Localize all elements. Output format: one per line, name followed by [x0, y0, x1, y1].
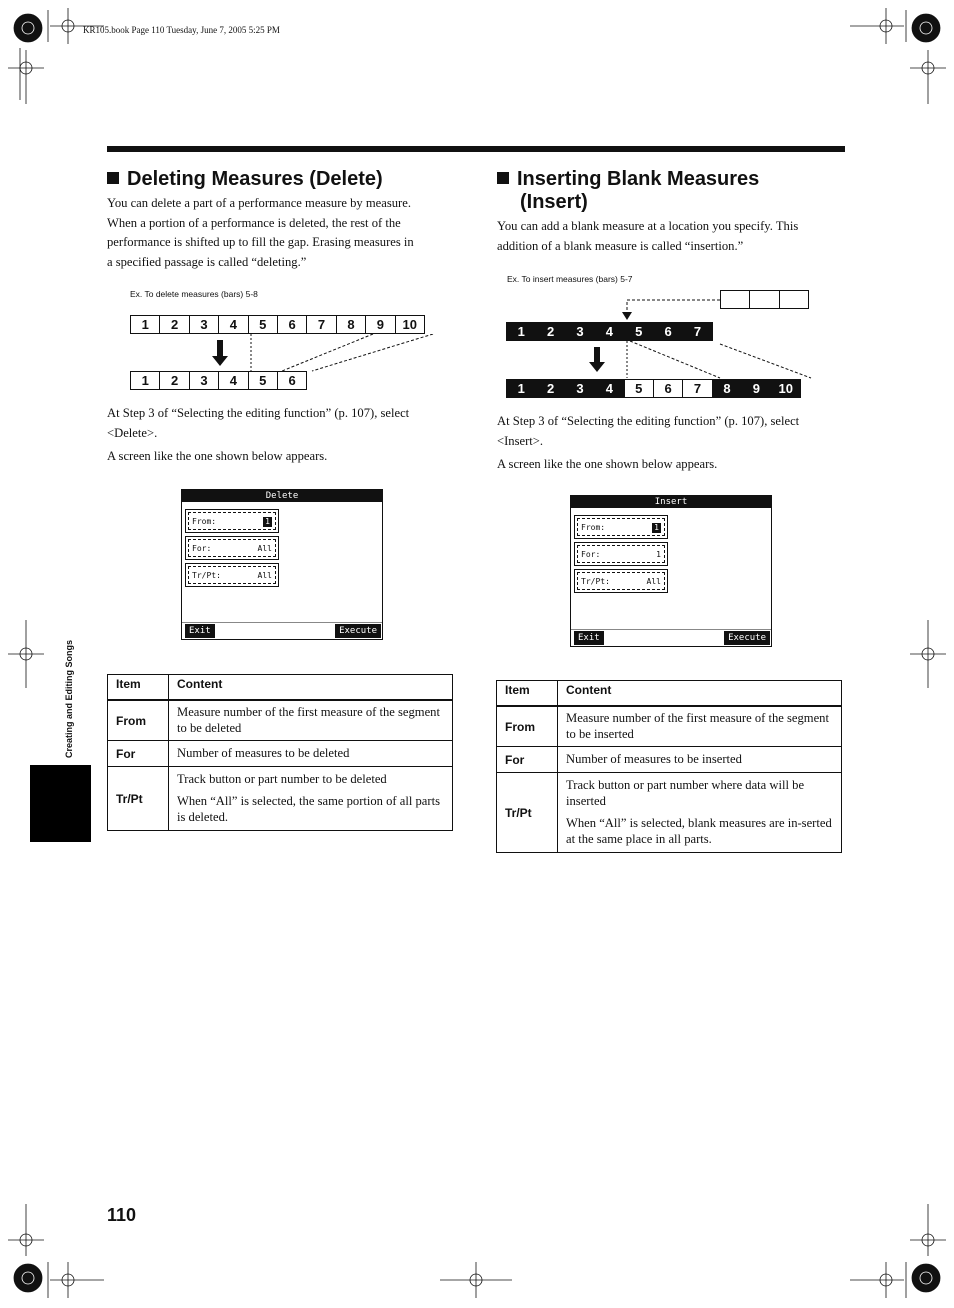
measure-box: 6	[653, 379, 683, 398]
square-bullet-icon	[107, 172, 119, 184]
insert-intro: You can add a blank measure at a location you specify. This addition of a blank measure is called “insertion.”	[497, 219, 799, 253]
measure-box: 2	[535, 322, 565, 341]
measure-box: 8	[712, 379, 742, 398]
measure-box: 4	[594, 379, 624, 398]
top-rule	[107, 146, 845, 152]
measure-box: 7	[306, 315, 336, 334]
measure-box: 4	[218, 371, 248, 390]
measure-box: 4	[594, 322, 624, 341]
measure-box: 4	[218, 315, 248, 334]
table-header-content: Content	[558, 681, 842, 706]
execute-button[interactable]: Execute	[724, 631, 770, 645]
insert-lcd-screen	[570, 495, 772, 647]
measure-box: 5	[624, 379, 654, 398]
exit-button[interactable]: Exit	[185, 624, 215, 638]
side-tab	[30, 765, 91, 842]
measure-box: 1	[506, 379, 536, 398]
measure-box: 3	[189, 371, 219, 390]
insert-screen-text: A screen like the one shown below appears.	[497, 457, 718, 471]
insert-parameter-table	[496, 680, 842, 853]
tr-pt-field[interactable]: Tr/Pt: All	[185, 563, 279, 587]
insert-section-heading: Inserting Blank Measures (Insert)	[497, 168, 759, 214]
tr-pt-field[interactable]: Tr/Pt: All	[574, 569, 668, 593]
insert-diagram-connectors	[506, 298, 846, 380]
measure-box: 6	[653, 322, 683, 341]
measure-box: 2	[159, 315, 189, 334]
measure-box: 3	[189, 315, 219, 334]
measure-box: 10	[771, 379, 801, 398]
measure-box: 1	[130, 371, 160, 390]
delete-diagram-connectors	[130, 334, 440, 372]
file-info-header: KR105.book Page 110 Tuesday, June 7, 2005 5:25 PM	[83, 25, 280, 35]
table-row: Tr/Pt Track button or part number to be deleted When “All” is selected, the same portion of all parts is deleted.	[108, 767, 453, 831]
lcd-title: Delete	[182, 490, 382, 502]
table-row: For Number of measures to be inserted	[497, 747, 842, 773]
insert-step-text: At Step 3 of “Selecting the editing function” (p. 107), select <Insert>.	[497, 414, 800, 448]
insert-diagram-bottom-row	[506, 379, 801, 398]
execute-button[interactable]: Execute	[335, 624, 381, 638]
lcd-title: Insert	[571, 496, 771, 508]
from-field[interactable]: From: 1	[574, 515, 668, 539]
measure-box: 8	[336, 315, 366, 334]
from-field[interactable]: From: 1	[185, 509, 279, 533]
for-field[interactable]: For: All	[185, 536, 279, 560]
delete-intro: You can delete a part of a performance measure by measure. When a portion of a performance is deleted, the rest of the performance is shifted up to fill the gap. Erasing measures in a specified passage is called “deleting.”	[107, 196, 414, 269]
measure-box: 5	[248, 371, 278, 390]
delete-diagram-bottom-row	[130, 371, 307, 390]
measure-box: 10	[395, 315, 425, 334]
table-header-item: Item	[108, 675, 169, 700]
delete-diagram-top-row	[130, 315, 425, 334]
table-row: Tr/Pt Track button or part number where data will be inserted When “All” is selected, blank measures are in-serted at the same place in all parts.	[497, 773, 842, 853]
delete-parameter-table	[107, 674, 453, 831]
table-row: For Number of measures to be deleted	[108, 741, 453, 767]
table-header-item: Item	[497, 681, 558, 706]
measure-box: 7	[682, 379, 712, 398]
page-number: 110	[107, 1205, 137, 1225]
measure-box: 5	[248, 315, 278, 334]
delete-step-text: At Step 3 of “Selecting the editing function” (p. 107), select <Delete>.	[107, 406, 410, 440]
delete-screen-text: A screen like the one shown below appears.	[107, 449, 328, 463]
measure-box: 7	[682, 322, 712, 341]
measure-box: 6	[277, 315, 307, 334]
exit-button[interactable]: Exit	[574, 631, 604, 645]
measure-box: 5	[624, 322, 654, 341]
table-header-content: Content	[169, 675, 453, 700]
delete-section-heading: Deleting Measures (Delete)	[107, 168, 383, 191]
delete-diagram-caption: Ex. To delete measures (bars) 5-8	[130, 289, 258, 299]
table-row: From Measure number of the first measure of the segment to be deleted	[108, 701, 453, 741]
measure-box: 2	[159, 371, 189, 390]
measure-box: 3	[565, 379, 595, 398]
measure-box: 9	[365, 315, 395, 334]
measure-box: 6	[277, 371, 307, 390]
measure-box: 2	[535, 379, 565, 398]
side-tab-label: Creating and Editing Songs	[64, 639, 74, 758]
square-bullet-icon	[497, 172, 509, 184]
delete-lcd-screen	[181, 489, 383, 640]
table-row: From Measure number of the first measure of the segment to be inserted	[497, 707, 842, 747]
for-field[interactable]: For: 1	[574, 542, 668, 566]
measure-box: 1	[130, 315, 160, 334]
measure-box: 1	[506, 322, 536, 341]
measure-box: 9	[741, 379, 771, 398]
measure-box: 3	[565, 322, 595, 341]
insert-diagram-caption: Ex. To insert measures (bars) 5-7	[507, 274, 633, 284]
